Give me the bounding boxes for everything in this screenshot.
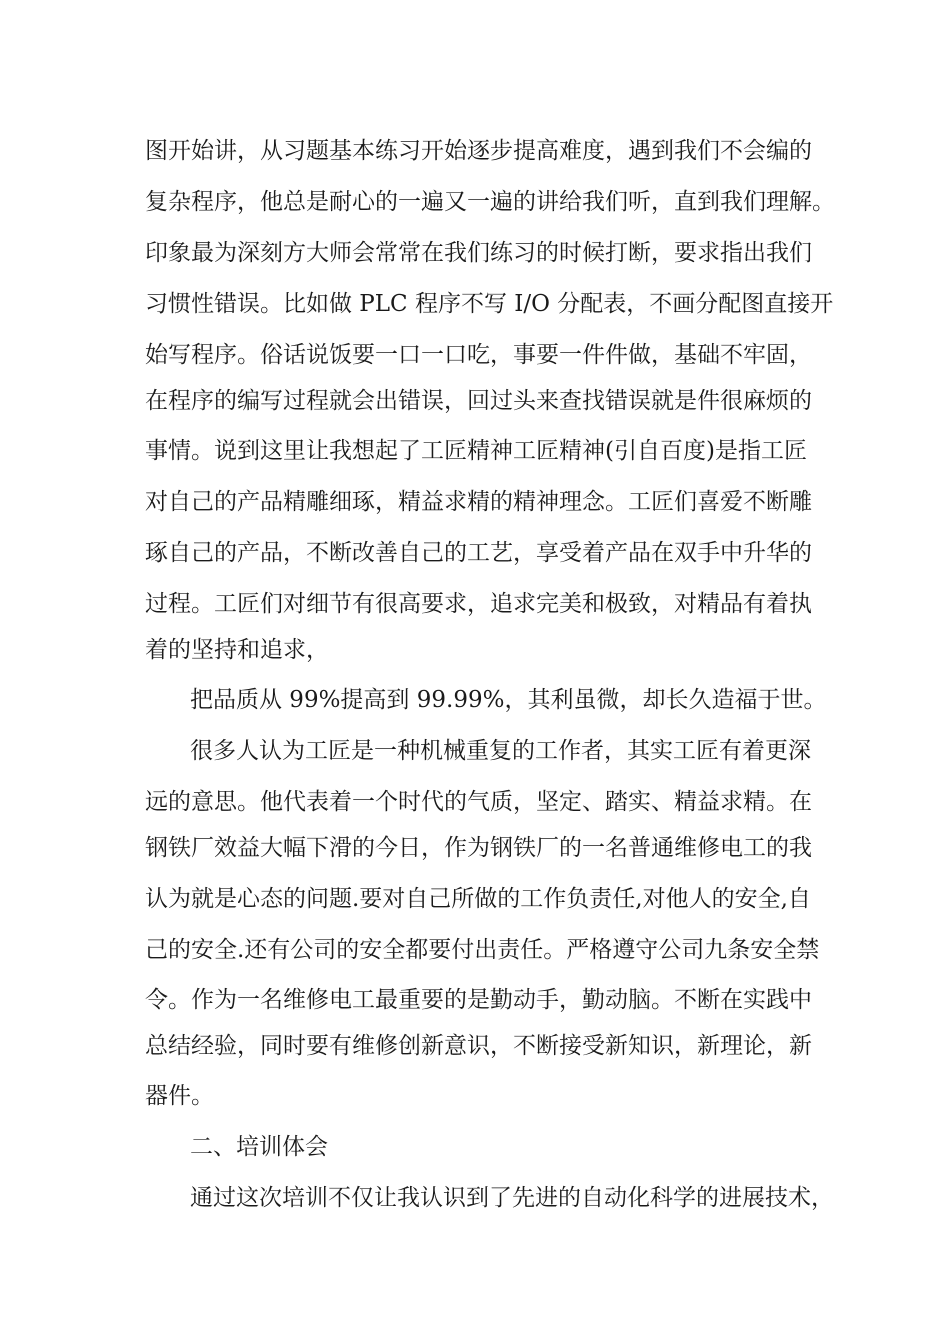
text-line: 琢自己的产品，不断改善自己的工艺，享受着产品在双手中升华的 — [145, 540, 812, 566]
text-line: 着的坚持和追求， — [145, 637, 329, 663]
text-line: 过程。工匠们对细节有很高要求，追求完美和极致，对精品有着执 — [145, 591, 812, 617]
text-line: 远的意思。他代表着一个时代的气质，坚定、踏实、精益求精。在 — [145, 789, 812, 815]
text-line: 令。作为一名维修电工最重要的是勤动手，勤动脑。不断在实践中 — [145, 987, 812, 1013]
text-line: 印象最为深刻方大师会常常在我们练习的时候打断，要求指出我们 — [145, 240, 812, 266]
text-line: 复杂程序，他总是耐心的一遍又一遍的讲给我们听，直到我们理解。 — [145, 189, 835, 215]
text-line: 事情。说到这里让我想起了工匠精神工匠精神(引自百度)是指工匠 — [145, 438, 807, 464]
text-line: 对自己的产品精雕细琢，精益求精的精神理念。工匠们喜爱不断雕 — [145, 489, 812, 515]
text-line: 己的安全.还有公司的安全都要付出责任。严格遵守公司九条安全禁 — [145, 937, 820, 963]
text-line: 钢铁厂效益大幅下滑的今日，作为钢铁厂的一名普通维修电工的我 — [145, 835, 812, 861]
text-line: 通过这次培训不仅让我认识到了先进的自动化科学的进展技术， — [190, 1185, 834, 1211]
text-line: 器件。 — [145, 1083, 214, 1109]
text-line: 习惯性错误。比如做 PLC 程序不写 I/O 分配表，不画分配图直接开 — [145, 291, 834, 317]
text-line: 认为就是心态的问题.要对自己所做的工作负责任,对他人的安全,自 — [145, 886, 811, 912]
text-line: 总结经验，同时要有维修创新意识，不断接受新知识，新理论，新 — [145, 1033, 812, 1059]
text-line: 始写程序。俗话说饭要一口一口吃，事要一件件做，基础不牢固， — [145, 342, 812, 368]
text-line: 图开始讲，从习题基本练习开始逐步提高难度，遇到我们不会编的 — [145, 138, 812, 164]
text-line: 把品质从 99%提高到 99.99%，其利虽微，却长久造福于世。 — [190, 687, 827, 713]
text-line: 在程序的编写过程就会出错误，回过头来查找错误就是件很麻烦的 — [145, 388, 812, 414]
text-line: 很多人认为工匠是一种机械重复的工作者，其实工匠有着更深 — [190, 738, 811, 764]
section-heading: 二、培训体会 — [190, 1134, 328, 1160]
